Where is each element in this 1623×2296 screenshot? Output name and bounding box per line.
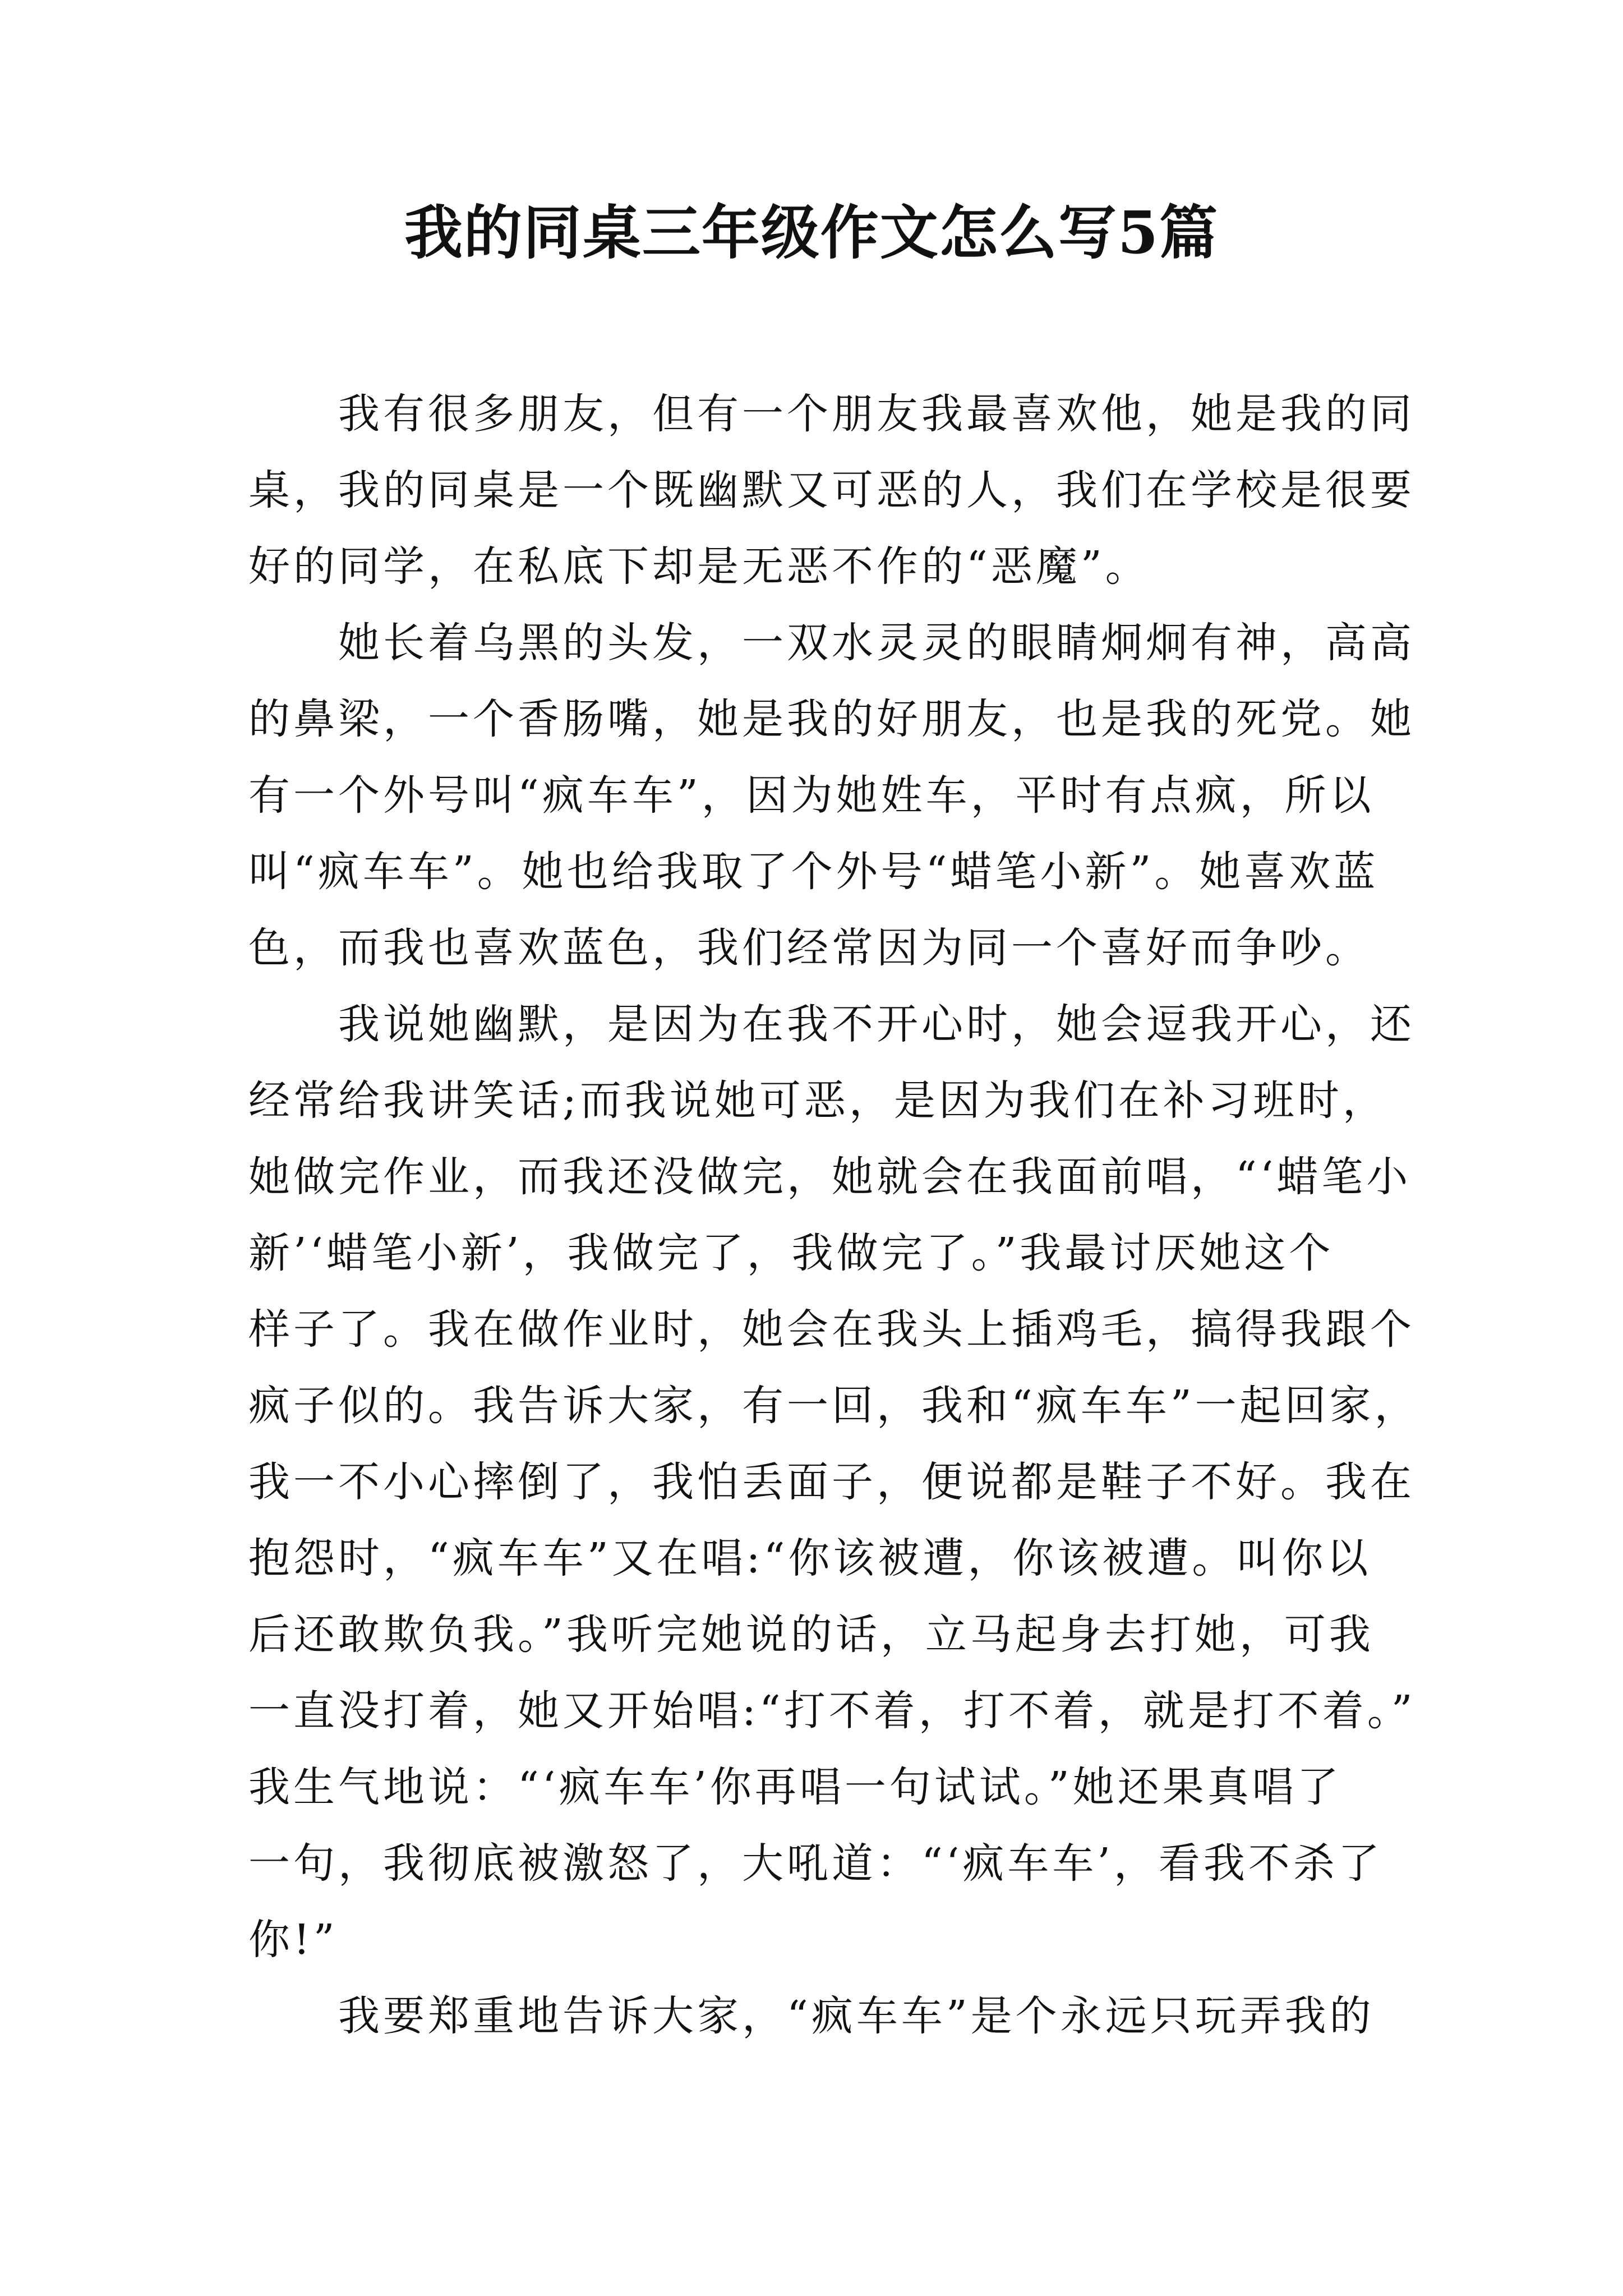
paragraph-line: 样子了。我在做作业时，她会在我头上插鸡毛，搞得我跟个	[248, 1305, 1415, 1354]
paragraph-line: 有一个外号叫“疯车车”，因为她姓车，平时有点疯，所以	[248, 771, 1375, 820]
page-title: 我的同桌三年级作文怎么写5篇	[404, 198, 1219, 267]
paragraph-line: 的鼻梁，一个香肠嘴，她是我的好朋友，也是我的死党。她	[248, 695, 1415, 743]
paragraph-line: 抱怨时，“疯车车”又在唱:“你该被遭，你该被遭。叫你以	[248, 1534, 1372, 1582]
paragraph-line: 叫“疯车车”。她也给我取了个外号“蜡笔小新”。她喜欢蓝	[248, 848, 1379, 896]
paragraph-line: 你!”	[248, 1916, 338, 1964]
paragraph-line: 色，而我也喜欢蓝色，我们经常因为同一个喜好而争吵。	[248, 924, 1370, 972]
paragraph-line: 后还敢欺负我。”我听完她说的话，立马起身去打她，可我	[248, 1611, 1374, 1659]
paragraph-line: 新’‘蜡笔小新’，我做完了，我做完了。”我最讨厌她这个	[248, 1229, 1334, 1277]
paragraph-line: 桌，我的同桌是一个既幽默又可恶的人，我们在学校是很要	[248, 466, 1415, 514]
paragraph-line: 我有很多朋友，但有一个朋友我最喜欢他，她是我的同	[338, 390, 1415, 438]
paragraph-line: 我要郑重地告诉大家，“疯车车”是个永远只玩弄我的	[338, 1992, 1375, 2040]
essay-body	[248, 376, 1419, 2054]
paragraph-line: 一直没打着，她又开始唱:“打不着，打不着，就是打不着。”	[248, 1687, 1416, 1735]
paragraph-line: 她长着乌黑的头发，一双水灵灵的眼睛炯炯有神，高高	[338, 619, 1415, 667]
paragraph-line: 我生气地说：“‘疯车车’你再唱一句试试。”她还果真唱了	[248, 1763, 1342, 1811]
paragraph-line: 一句，我彻底被激怒了，大吼道：“‘疯车车’，看我不杀了	[248, 1839, 1383, 1888]
paragraph-line: 我一不小心摔倒了，我怕丢面子，便说都是鞋子不好。我在	[248, 1458, 1415, 1506]
paragraph-line: 疯子似的。我告诉大家，有一回，我和“疯车车”一起回家，	[248, 1382, 1419, 1430]
paragraph-line: 好的同学，在私底下却是无恶不作的“恶魔”。	[248, 542, 1150, 591]
paragraph-line: 我说她幽默，是因为在我不开心时，她会逗我开心，还	[338, 1000, 1415, 1048]
paragraph-line: 她做完作业，而我还没做完，她就会在我面前唱，“‘蜡笔小	[248, 1153, 1412, 1201]
paragraph-line: 经常给我讲笑话;而我说她可恶，是因为我们在补习班时，	[248, 1076, 1387, 1125]
